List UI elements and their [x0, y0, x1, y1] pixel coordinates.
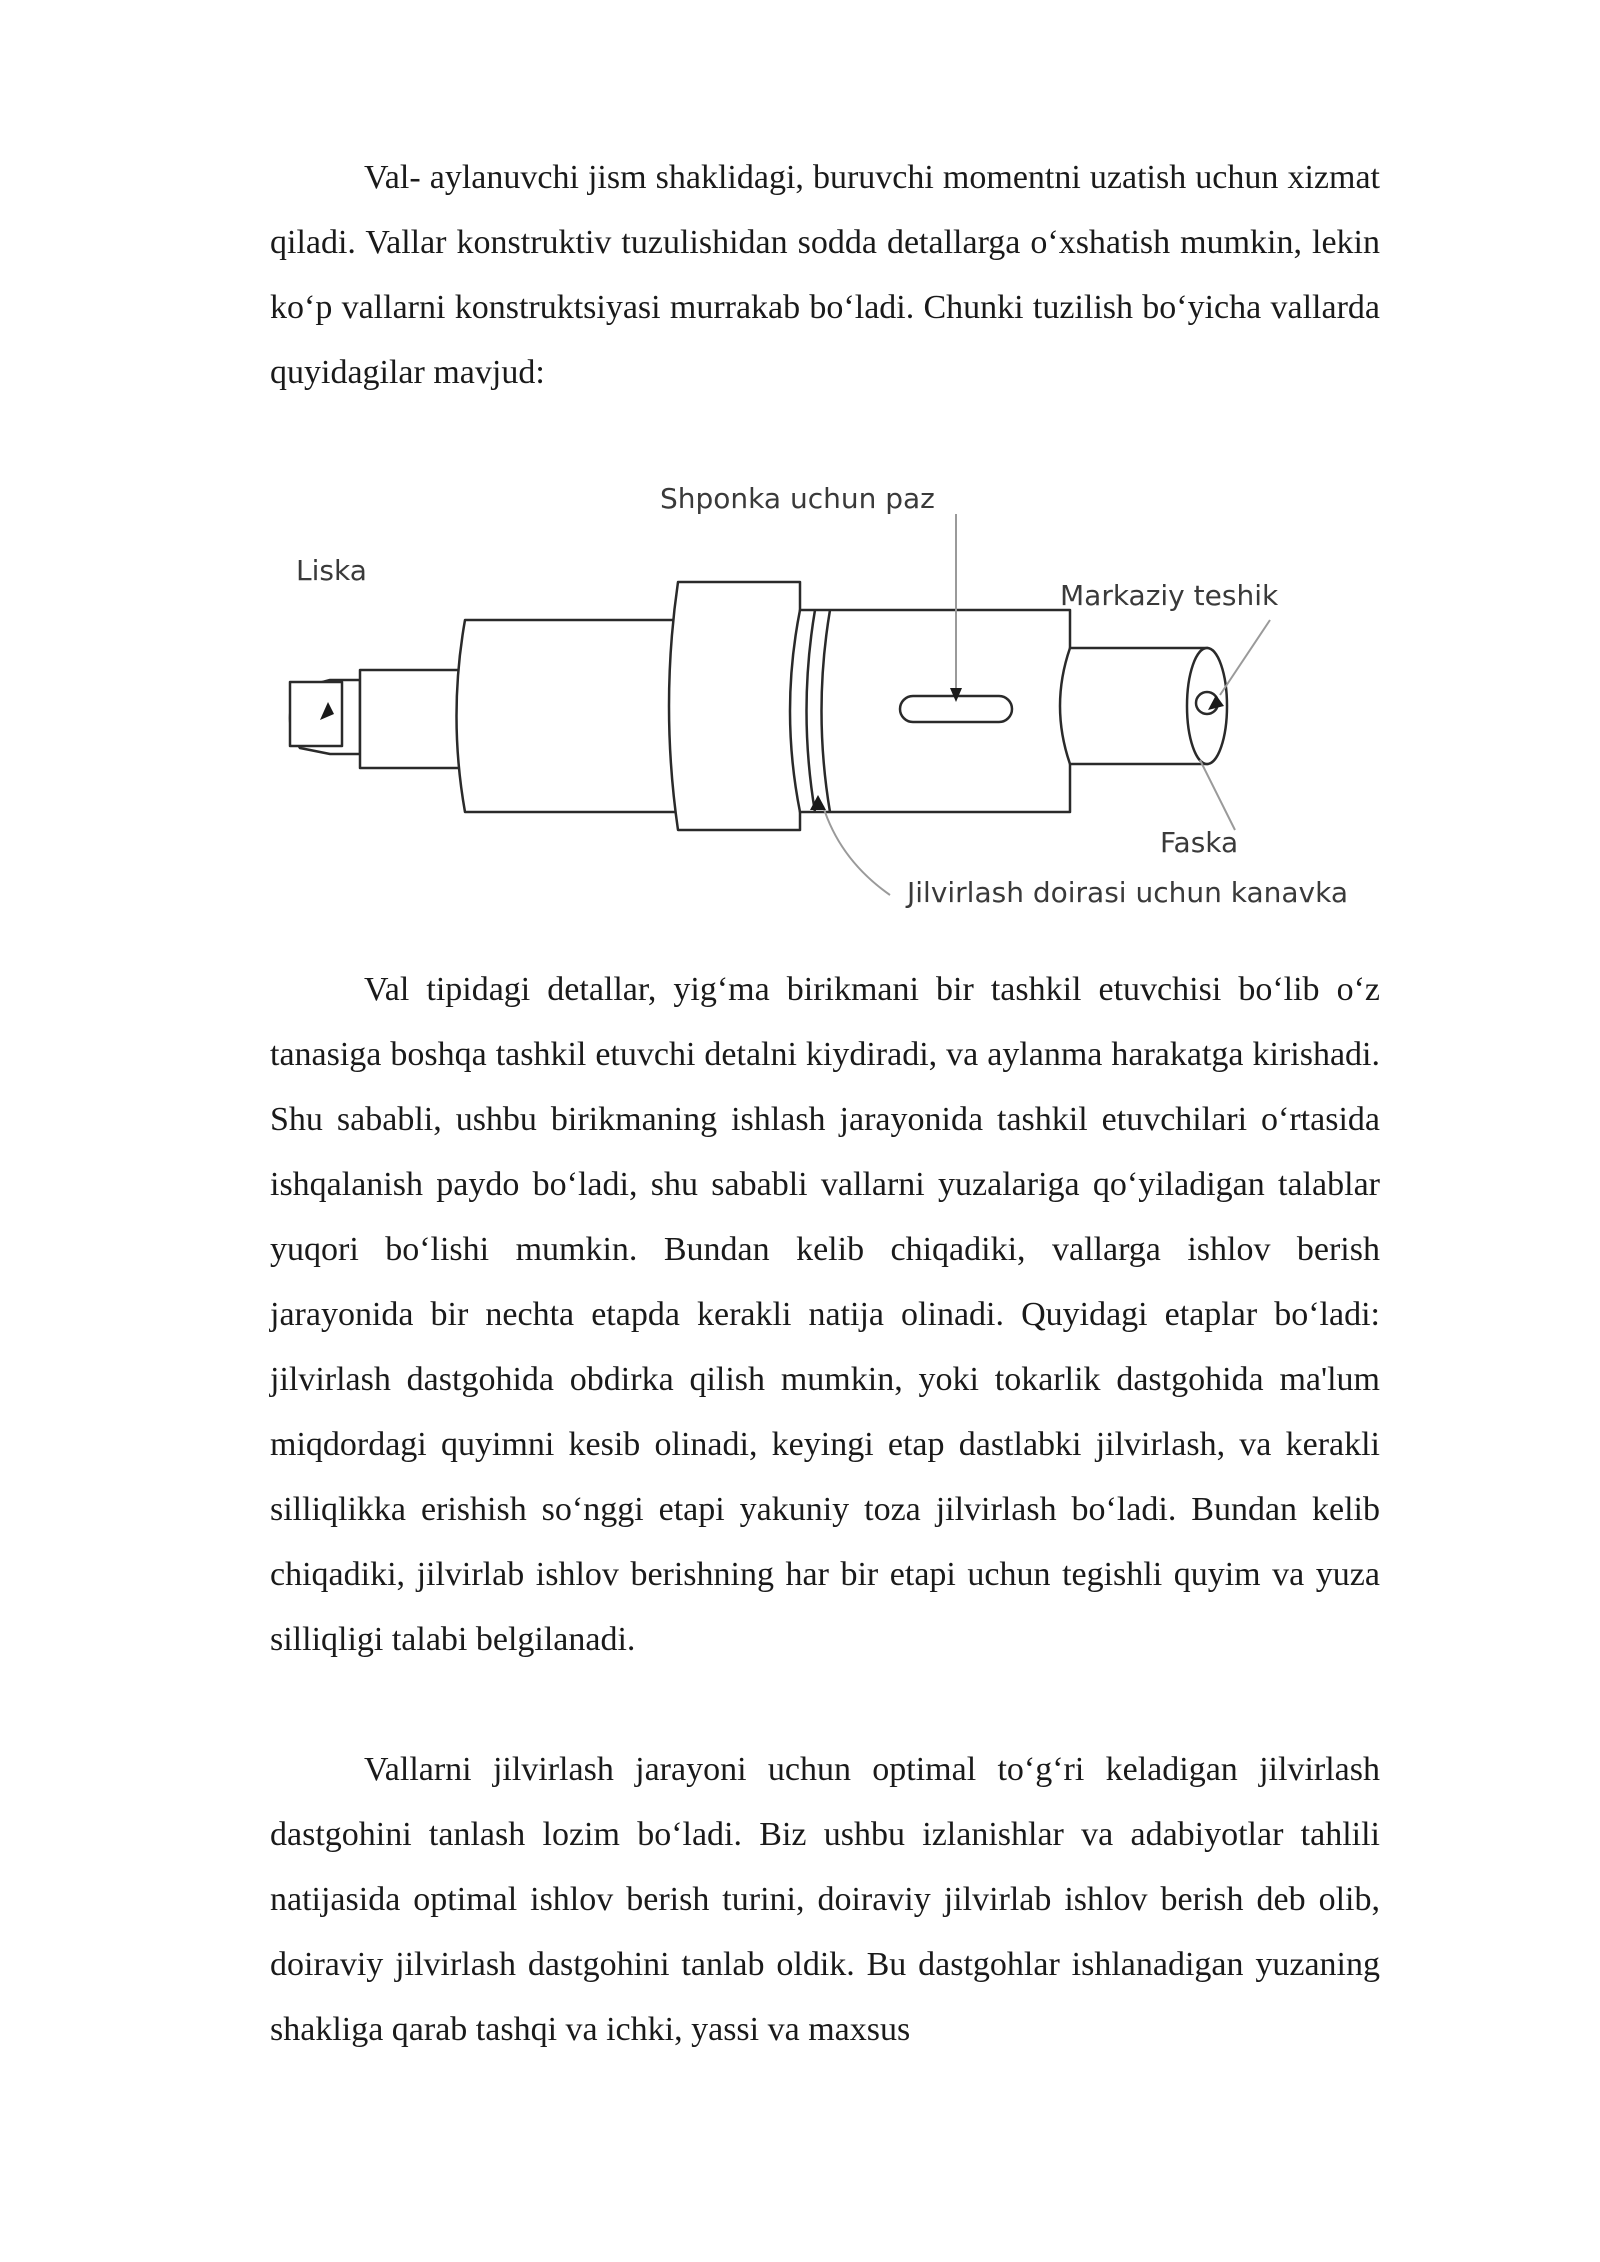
shaft-drawing	[270, 470, 1380, 930]
label-chamfer: Faska	[1160, 826, 1239, 859]
shaft-step-2	[457, 620, 679, 812]
paragraph-intro: Val- aylanuvchi jism shaklidagi, buruvchi momentni uzatish uchun xizmat qiladi. Vallar konstruktiv tuzulishidan sodda detallarga o‘xshatish mumkin, lekin ko‘p vallarni konstruktsiyasi murrakab bo‘ladi. Chunki tuzilish bo‘yicha vallarda quyidagilar mavjud:	[270, 159, 1380, 391]
label-center-hole: Markaziy teshik	[1060, 579, 1279, 612]
chamfer-leader	[1200, 760, 1235, 830]
label-groove: Jilvirlash doirasi uchun kanavka	[907, 876, 1348, 909]
paragraph-shaft-details: Val tipidagi detallar, yig‘ma birikmani bir tashkil etuvchisi bo‘lib o‘z tanasiga boshqa tashkil etuvchi detalni kiydiradi, va aylanma harakatga kirishadi. Shu sababli, ushbu birikmaning ishlash jarayonida tashkil etuvchilari o‘rtasida ishqalanish paydo bo‘ladi, shu sababli vallarni yuzalariga qo‘yiladigan talablar yuqori bo‘lishi mumkin. Bundan kelib chiqadiki, vallarga ishlov berish jarayonida bir nechta etapda kerakli natija olinadi. Quyidagi etaplar bo‘ladi: jilvirlash dastgohida obdirka qilish mumkin, yoki tokarlik dastgohida ma'lum miqdordagi quyimni kesib olinadi, keyingi etap dastlabki jilvirlash, va kerakli silliqlikka erishish so‘nggi etapi yakuniy toza jilvirlash bo‘ladi. Bundan kelib chiqadiki, jilvirlab ishlov berishning har bir etapi uchun tegishli quyim va yuza silliqligi talabi belgilanadi.	[270, 971, 1380, 1658]
shaft-step-1	[360, 670, 465, 768]
center-hole-leader	[1220, 620, 1270, 695]
paragraph-grinding-machine: Vallarni jilvirlash jarayoni uchun optimal to‘g‘ri keladigan jilvirlash dastgohini tanlash lozim bo‘ladi. Biz ushbu izlanishlar va adabiyotlar tahlili natijasida optimal ishlov berish turini, doiraviy jilvirlab ishlov berish deb olib, doiraviy jilvirlash dastgohini tanlab oldik. Bu dastgohlar ishlanadigan yuzaning shakliga qarab tashqi va ichki, yassi va maxsus	[270, 1751, 1380, 2048]
groove-leader	[823, 806, 890, 895]
shaft-figure	[270, 470, 1380, 930]
flat-outline	[290, 682, 342, 746]
label-flat: Liska	[296, 554, 367, 587]
label-keyway: Shponka uchun paz	[660, 482, 935, 515]
shaft-collar	[669, 582, 800, 830]
